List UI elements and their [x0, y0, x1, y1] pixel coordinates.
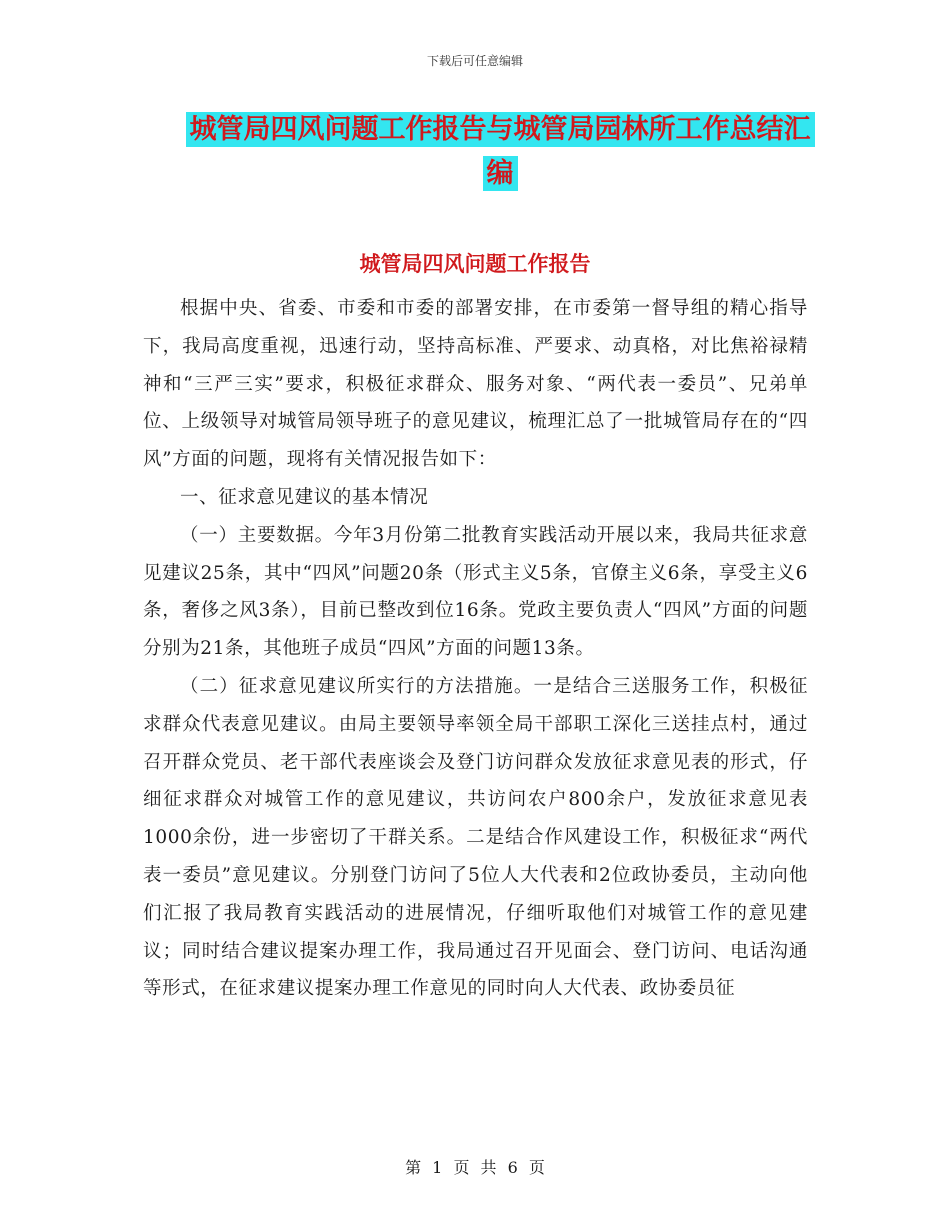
- body-text: [143, 290, 808, 1008]
- paragraph-intro: 根据中央、省委、市委和市委的部署安排，在市委第一督导组的精心指导下，我局高度重视，迅速行动，坚持高标准、严要求、动真格，对比焦裕禄精神和“三严三实”要求，积极征求群众、服务对象、“两代表一委员”、兄弟单位、上级领导对城管局领导班子的意见建议，梳理汇总了一批城管局存在的“四风”方面的问题，现将有关情况报告如下：: [143, 298, 808, 471]
- paragraph-heading-1: 一、征求意见建议的基本情况: [180, 486, 429, 508]
- document-title-text: 城管局四风问题工作报告与城管局园林所工作总结汇编: [186, 112, 815, 191]
- document-title: [180, 108, 820, 196]
- section-title: 城管局四风问题工作报告: [359, 251, 591, 276]
- page-footer: 第 1 页 共 6 页: [405, 1158, 545, 1177]
- paragraph-methods: （二）征求意见建议所实行的方法措施。一是结合三送服务工作，积极征求群众代表意见建议。由局主要领导率领全局干部职工深化三送挂点村，通过召开群众党员、老干部代表座谈会及登门访问群众发放征求意见表的形式，仔细征求群众对城管工作的意见建议，共访问农户800余户，发放征求意见表1000余份，进一步密切了干群关系。二是结合作风建设工作，积极征求“两代表一委员”意见建议。分别登门访问了5位人大代表和2位政协委员，主动向他们汇报了我局教育实践活动的进展情况，仔细听取他们对城管工作的意见建议；同时结合建议提案办理工作，我局通过召开见面会、登门访问、电话沟通等形式，在征求建议提案办理工作意见的同时向人大代表、政协委员征: [143, 675, 808, 1000]
- paragraph-main-data: （一）主要数据。今年3月份第二批教育实践活动开展以来，我局共征求意见建议25条，其中“四风”问题20条（形式主义5条，官僚主义6条，享受主义6条，奢侈之风3条），目前已整改到位16条。党政主要负责人“四风”方面的问题分别为21条，其他班子成员“四风”方面的问题13条。: [143, 524, 808, 660]
- header-note: 下载后可任意编辑: [426, 54, 523, 68]
